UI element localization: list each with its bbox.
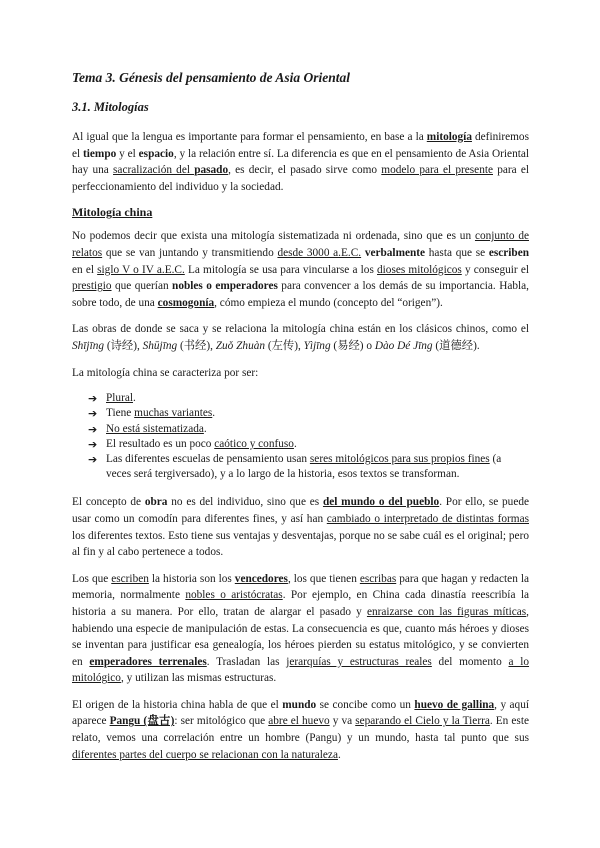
text: que querían	[111, 280, 173, 293]
section-subtitle: 3.1. Mitologías	[72, 100, 149, 114]
term-mundo: mundo	[282, 698, 317, 711]
text: Las obras de donde se saca y se relaciona la mitología china están en los clásicos chinos, como el	[72, 323, 529, 336]
text: Al igual que la lengua es importante para formar el pensamiento, en base a la	[72, 131, 427, 143]
text: , y la relación entre sí. La diferencia es que en el pensamiento de Asia Oriental hay una	[72, 147, 530, 177]
text: No está sistematizada	[106, 422, 204, 435]
arrow-icon: ➔	[88, 407, 98, 421]
text: .	[133, 392, 136, 405]
text: : ser mitológico que	[174, 715, 269, 728]
section-heading: Mitología china	[72, 205, 153, 220]
text: .	[212, 407, 216, 420]
paragraph-obras	[72, 321, 529, 354]
text: seres mitológicos para sus propios fines	[309, 452, 490, 465]
text: . En este relato, vemos una correlación entre un hombre (Pangu) y un mundo, hasta tal punto que sus	[72, 715, 529, 745]
text: , habiendo una especie de manipulación de estas. La consecuencia es que, cuanto más héroes y dioses se inventan para justificar esa genealogía, los héroes pierden su estatus mitológico, y se convierten en	[72, 605, 529, 668]
term-vencedores: vencedores	[234, 572, 288, 585]
text: , los que tienen	[287, 572, 360, 585]
text: definiremos el	[72, 131, 529, 160]
term-mitologico: a lo mitológico	[72, 655, 530, 685]
term-espacio: espacio	[138, 147, 174, 160]
arrow-icon: ➔	[88, 392, 98, 406]
term-dioses: dioses mitológicos	[377, 263, 462, 276]
term-enraizarse: enraizarse con las figuras míticas	[366, 605, 527, 618]
work-zuo-zhuan: Zuǒ Zhuàn	[215, 339, 266, 352]
term-tiempo: tiempo	[83, 147, 117, 160]
text: .	[337, 748, 341, 761]
text: (诗经),	[104, 339, 143, 352]
list-item	[88, 452, 529, 482]
paragraph-obra	[72, 494, 529, 560]
text: no es del individuo, sino que es	[167, 496, 323, 509]
page-title: Tema 3. Génesis del pensamiento de Asia Oriental	[72, 70, 351, 85]
text: No podemos decir que exista una mitología sistematizada ni ordenada, sino que es un	[72, 230, 475, 243]
arrow-icon: ➔	[88, 437, 98, 451]
text: para el perfeccionamiento del individuo y la sociedad.	[72, 164, 529, 193]
text: El origen de la historia china habla de que el	[72, 698, 283, 711]
text: y el	[116, 147, 139, 160]
text: que se van juntando y transmitiendo	[102, 246, 278, 259]
work-yijing: Yìjīng	[303, 339, 331, 352]
characteristics-list	[88, 391, 529, 482]
term-pasado: pasado	[194, 164, 229, 177]
text: se concibe como un	[316, 698, 415, 711]
list-item	[88, 437, 529, 452]
paragraph-pangu	[72, 697, 529, 763]
term-separando: separando el Cielo y la Tierra	[355, 715, 490, 728]
text: Las diferentes escuelas de pensamiento usan	[106, 452, 310, 465]
work-dao-de-jing: Dào Dé Jīng	[374, 339, 433, 352]
list-item	[88, 391, 529, 406]
text: Los que	[72, 572, 112, 585]
text: (书经),	[177, 339, 216, 352]
text: caótico y confuso	[214, 437, 294, 450]
text: y va	[329, 715, 356, 728]
paragraph-intro	[72, 129, 529, 195]
text: . Por ello, se puede usar como un comodín para diferentes fines, y así han	[72, 496, 530, 525]
term-emperadores: emperadores terrenales	[89, 655, 207, 668]
text: del momento	[431, 655, 509, 668]
term-escribas: escribas	[359, 572, 397, 585]
work-shujing: Shūjīng	[142, 339, 178, 352]
term-cosmogonia: cosmogonía	[157, 296, 215, 309]
term-escriben: escriben	[111, 572, 149, 585]
term-siglo: siglo V o IV a.E.C.	[97, 263, 185, 276]
paragraph-vencedores	[72, 571, 529, 687]
text: , y utilizan las mismas estructuras.	[120, 672, 277, 685]
text: sacralización del	[113, 164, 195, 177]
term-obra: obra	[144, 496, 168, 509]
term-sacralizacion	[113, 164, 228, 176]
text: los diferentes textos. Esto tiene sus ventajas y desventajas, porque no se sabe cuál es el original; pero al fin y al cabo pertenece a todos.	[72, 529, 529, 559]
work-shijing: Shījīng	[72, 339, 105, 352]
term-cambiado: cambiado o interpretado de distintas formas	[326, 512, 529, 525]
text: (左传),	[265, 339, 304, 352]
text: , cómo empieza el mundo (concepto del “origen”).	[214, 296, 443, 309]
term-nobles: nobles o emperadores	[172, 280, 278, 293]
term-desde: desde 3000 a.E.C.	[277, 246, 362, 259]
text: Plural	[106, 392, 133, 405]
text: El resultado es un poco	[106, 437, 215, 450]
list-item	[88, 406, 529, 421]
term-jerarquias: jerarquías y estructuras reales	[286, 655, 432, 668]
text: .	[203, 422, 207, 435]
text: . Por ejemplo, en China cada dinastía reescribía la historia a su manera. Por ello, tratan de alargar el pasado y	[72, 589, 529, 618]
term-modelo: modelo para el presente	[381, 164, 493, 177]
text: la historia son los	[148, 572, 235, 585]
term-huevo: huevo de gallina	[414, 698, 495, 711]
text: hasta que se	[425, 246, 489, 259]
term-verbalmente: verbalmente	[364, 246, 426, 259]
text: , y aquí aparece	[72, 698, 529, 728]
term-mundo-pueblo: del mundo o del pueblo	[322, 496, 440, 509]
text: , es decir, el pasado sirve como	[228, 164, 382, 177]
text: El concepto de	[72, 496, 145, 509]
term-escriben: escriben	[488, 246, 530, 259]
term-nobles-aristocratas: nobles o aristócratas	[185, 589, 283, 602]
text: (a veces será tergiversado), y a lo largo de la historia, esos textos se transforman.	[106, 452, 502, 481]
arrow-icon: ➔	[88, 422, 98, 436]
paragraph-caracteristicas: La mitología china se caracteriza por ser:	[72, 366, 259, 379]
document-page	[72, 70, 529, 773]
term-pangu: Pangu (盘古)	[109, 715, 175, 728]
term-mitologia: mitología	[426, 131, 472, 143]
paragraph-mitologia-china	[72, 228, 529, 311]
term-abre: abre el huevo	[268, 715, 330, 728]
text: . Trasladan las	[206, 655, 287, 668]
list-item	[88, 422, 529, 437]
text: (易经) o	[330, 339, 375, 352]
term-conjunto: conjunto de relatos	[72, 230, 529, 259]
text: para convencer a los demás de su importancia. Habla, sobre todo, de una	[72, 280, 529, 309]
text: para que hagan y redacten la memoria, normalmente	[72, 572, 529, 602]
arrow-icon: ➔	[88, 452, 98, 466]
text: en el	[72, 263, 98, 276]
text: .	[293, 437, 297, 450]
term-prestigio: prestigio	[72, 280, 112, 293]
text: Tiene	[106, 407, 135, 420]
text: muchas variantes	[134, 407, 213, 420]
text: La mitología se usa para vincularse a los	[184, 263, 378, 276]
text: y conseguir el	[461, 263, 529, 276]
term-partes: diferentes partes del cuerpo se relacionan con la naturaleza	[72, 748, 338, 761]
text: (道德经).	[432, 339, 480, 352]
